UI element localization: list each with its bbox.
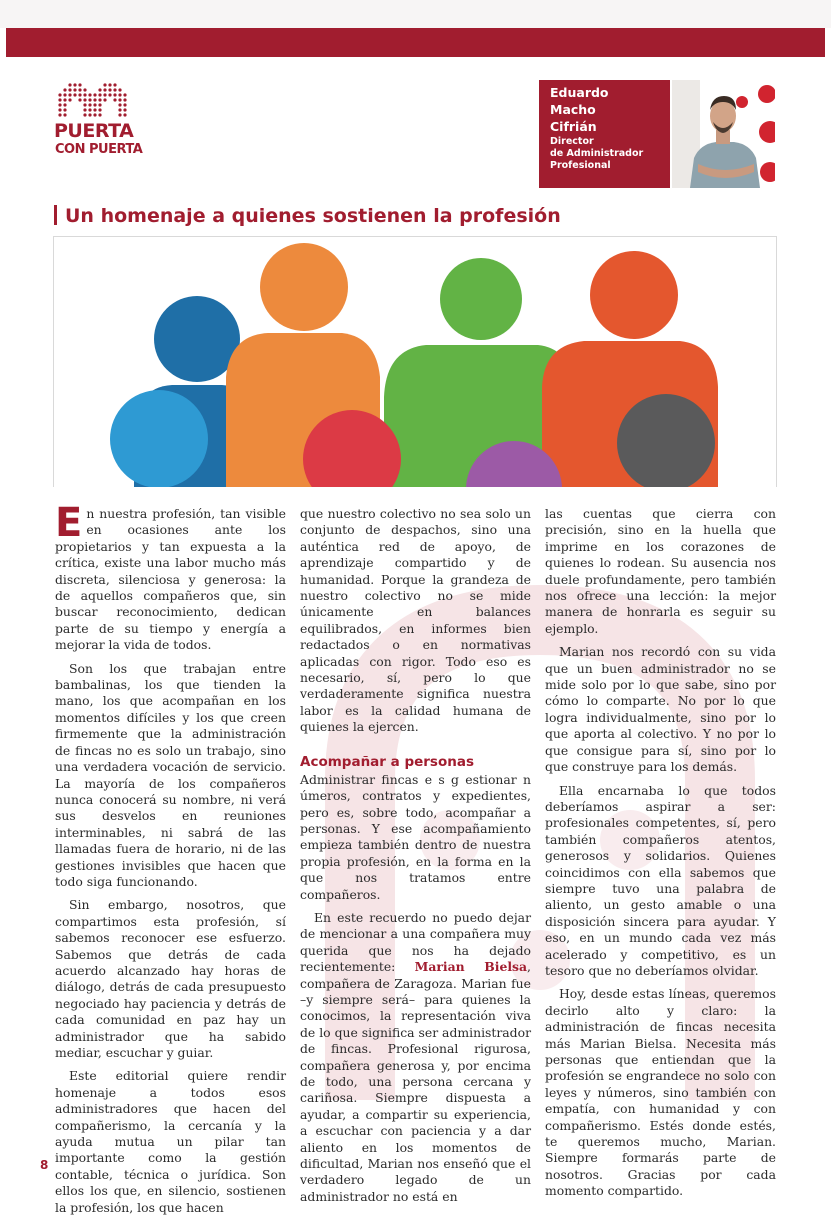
people-figures-illustration	[54, 237, 776, 487]
figure-dark-blue-head	[154, 296, 240, 382]
article-column-3	[545, 506, 776, 1200]
puerta-con-puerta-logo	[54, 82, 144, 164]
author-role	[550, 136, 643, 172]
figure-red-orange-head	[590, 251, 678, 339]
paragraph: Administrar fincas e s g estionar n úmeros, contratos y expedientes, pero es, sobre todo, acompañar a personas. Y ese acompañamiento empieza también dentro de nuestra propia profesión, en la forma en la que nos tratamos entre compañeros.	[300, 771, 531, 902]
page-number: 8	[40, 1158, 49, 1172]
paragraph-text: , compañera de Zaragoza. Marian fue –y siempre será– para quienes la conocimos, la representación viva de lo que significa ser administrador de fincas. Profesional rigurosa, compañera generosa y, por encima de todo, una persona cercana y cariñosa. Siempre dispuesta a ayudar, a compartir su experiencia, a escuchar con paciencia y a dar aliento en los momentos de dificultad, Marian nos enseñó que el verdadero legado de un administrador no está en	[300, 959, 531, 1204]
figure-green-head	[440, 258, 522, 340]
highlighted-name: Marian Bielsa	[414, 959, 528, 975]
headline-accent-bar	[54, 205, 57, 225]
figure-orange-head	[260, 243, 348, 331]
paragraph-text: n nuestra profesión, tan visible en ocasiones ante los propietarios y tan expuesta a la crítica, existe una labor mucho más discreta, silenciosa y generosa: la de aquellos compañeros que, sin buscar reconocimiento, dedican parte de su tiempo y energía a mejorar la vida de todos.	[55, 506, 286, 653]
paragraph: Este editorial quiere rendir homenaje a todos esos administradores que hacen del compañerismo, la cercanía y la ayuda mutua un pilar tan importante como la gestión contable, técnica o jurídica. Son ellos los que, en silencio, sostienen la profesión, los que hacen	[55, 1068, 286, 1215]
author-card	[536, 80, 775, 188]
author-name	[550, 84, 609, 135]
paragraph: Hoy, desde estas líneas, queremos decirlo alto y claro: la administración de fincas necesita más Marian Bielsa. Necesita más personas que entiendan que la profesión se engrandece no solo con leyes y números, sino también con empatía, con humanidad y con compañerismo. Estés donde estés, te queremos mucho, Marian. Siempre formarás parte de nosotros. Gracias por cada momento compartido.	[545, 986, 776, 1199]
author-role-line: Profesional	[550, 160, 611, 171]
paragraph: que nuestro colectivo no sea solo un conjunto de despachos, sino una auténtica red de apoyo, de aprendizaje compartido y de humanidad. Porque la grandeza de nuestro colectivo no se mide únicamente en balances equilibrados, en informes bien redactados o en normativas aplicadas con rigor. Todo eso es necesario, sí, pero lo que verdaderamente significa nuestra labor es la calidad humana de quienes la ejercen.	[300, 506, 531, 735]
drop-cap: E	[55, 500, 83, 546]
author-name-line: Eduardo	[550, 85, 609, 100]
paragraph	[55, 500, 286, 654]
paragraph: las cuentas que cierra con precisión, sino en la huella que imprime en los corazones de quienes lo rodean. Su ausencia nos duele profundamente, pero también nos ofrece una lección: la mejor manera de honrarla es seguir su ejemplo.	[545, 506, 776, 636]
paragraph: Son los que trabajan entre bambalinas, los que tienden la mano, los que acompañan en los momentos difíciles y los que creen firmemente que la administración de fincas no es solo un trabajo, sino una verdadera vocación de servicio. La mayoría de los compañeros nunca conocerá su nombre, ni verá sus desvelos en reuniones interminables, ni sabrá de las llamadas fuera de horario, ni de las gestiones invisibles que hacen que todo siga funcionando.	[55, 660, 286, 889]
paragraph-text: En este recuerdo no puedo dejar de mencionar a una compañera muy querida que nos ha dejado recientemente:	[300, 909, 531, 975]
article-column-1	[55, 500, 286, 1216]
header-band	[6, 28, 825, 57]
article-column-2	[300, 506, 531, 1205]
paragraph: Sin embargo, nosotros, que compartimos esta profesión, sí sabemos reconocer ese esfuerzo. Sabemos que detrás de cada acuerdo alcanzado hay horas de diálogo, detrás de cada presupuesto negociado hay paciencia y detrás de cada comunidad en paz hay un administrador que ha sabido mediar, escuchar y guiar.	[55, 897, 286, 1060]
author-card-rule	[536, 80, 539, 188]
top-margin	[0, 0, 831, 28]
author-name-line: Macho	[550, 102, 596, 117]
author-photo	[670, 80, 775, 188]
section-subheading: Acompañar a personas	[300, 753, 474, 770]
community-illustration	[53, 236, 777, 487]
logo-line-1: PUERTA	[54, 120, 134, 142]
paragraph: Ella encarnaba lo que todos deberíamos aspirar a ser: profesionales competentes, sí, pero también compañeros atentos, generosos y solidarios. Quienes coincidimos con ella sabemos que siempre tuvo una palabra de aliento, un gesto amable o una disposición sincera para ayudar. Y eso, en un mundo cada vez más acelerado y competitivo, es un tesoro que no deberíamos olvidar.	[545, 782, 776, 978]
paragraph: Marian nos recordó con su vida que un buen administrador no se mide solo por lo que sabe, sino por cómo lo comparte. No por lo que logra individualmente, sino por lo que aporta al colectivo. Y no por lo que consigue para sí, sino por lo que construye para los demás.	[545, 644, 776, 775]
article-headline	[54, 205, 784, 235]
author-role-line: de Administrador	[550, 148, 644, 159]
logo-line-2: CON PUERTA	[55, 142, 143, 157]
doors-dots-icon	[56, 82, 130, 118]
figure-light-blue-head	[110, 390, 208, 487]
headline-text: Un homenaje a quienes sostienen la profesión	[65, 205, 561, 227]
author-role-line: Director	[550, 136, 594, 147]
paragraph	[300, 910, 531, 1205]
author-name-line: Cifrián	[550, 119, 597, 134]
